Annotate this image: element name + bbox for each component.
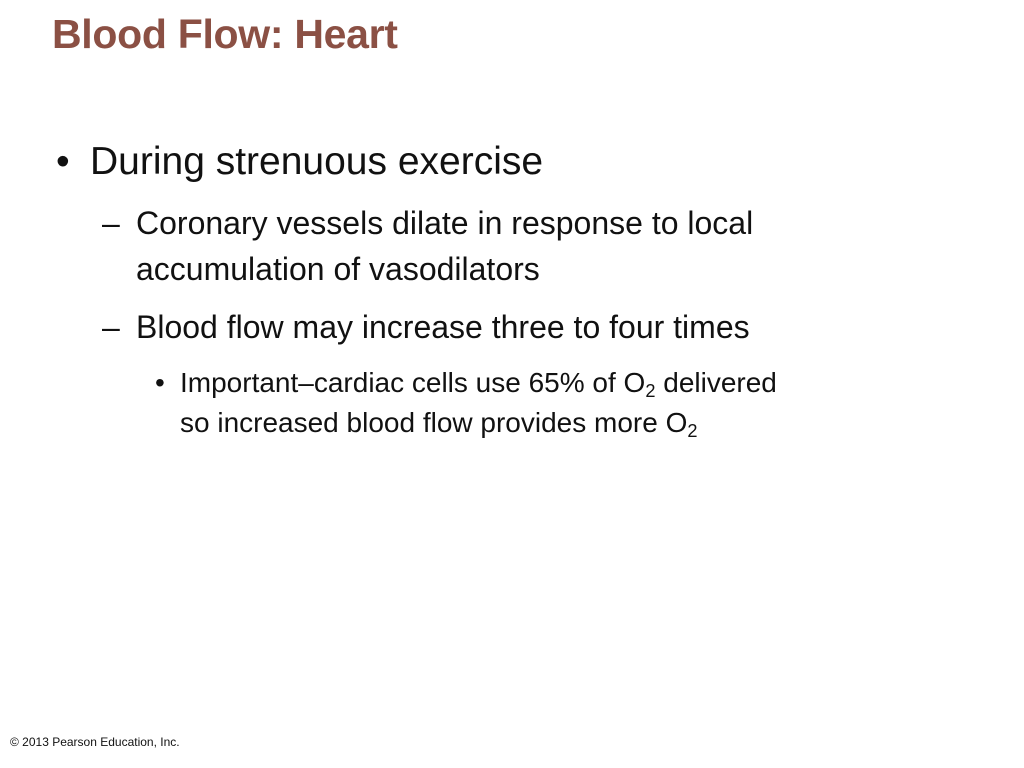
bullet-marker: • [155,367,165,398]
sub-bullet-text-line1: Coronary vessels dilate in response to local [136,205,754,241]
dash-marker: – [102,205,120,241]
bullet-text: During strenuous exercise [90,140,544,183]
slide-title: Blood Flow: Heart [52,11,398,57]
bullet-marker: • [56,140,70,183]
copyright-footer: © 2013 Pearson Education, Inc. [10,735,180,749]
sub-sub-bullet-text-line1: Important–cardiac cells use 65% of $O_2$ delivered [180,367,777,402]
sub-sub-bullet-text-line2: so increased blood flow provides more $O_2$ [180,407,698,442]
sub-bullet-text-line2: accumulation of vasodilators [136,251,540,287]
dash-marker: – [102,309,120,345]
subscript-2: 2 [645,381,656,402]
subscript-2: 2 [687,421,698,442]
sub-bullet-text: Blood flow may increase three to four times [136,309,750,345]
